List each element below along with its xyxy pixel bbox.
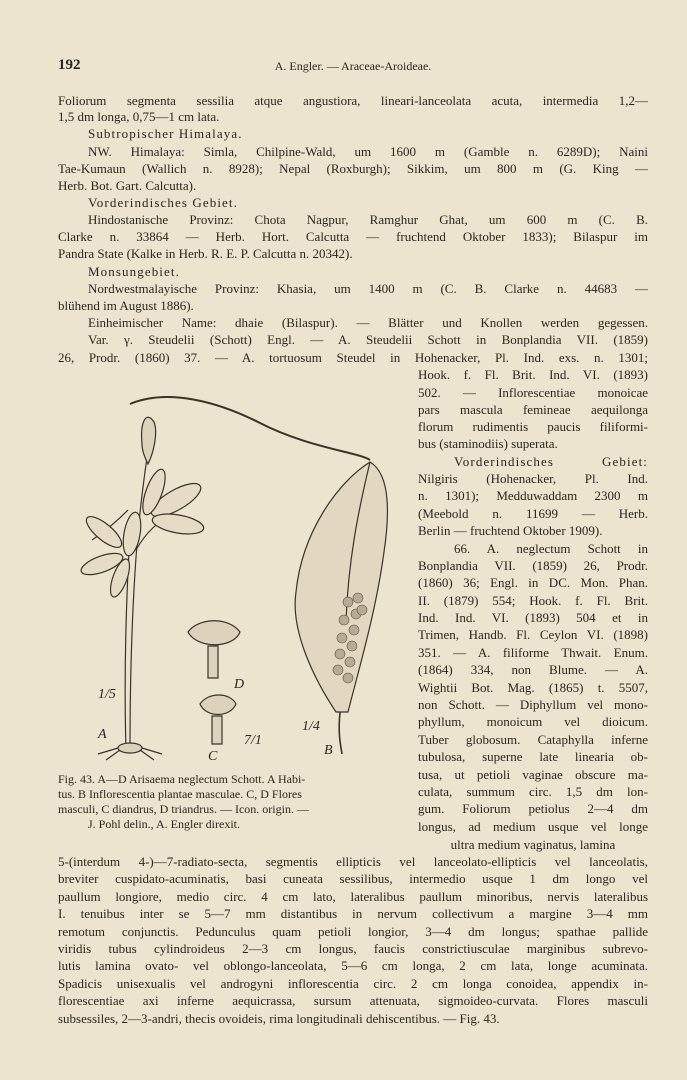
column-line: bus (staminodiis) superata.	[418, 436, 558, 451]
text-line: viridis tubus cylindroideus 2—3 cm longus, faucis constrictiusculae marginibus subrevo-	[58, 941, 648, 956]
column-line: n. 1301); Medduwaddam 2300 m	[418, 488, 648, 503]
caption-line: J. Pohl delin., A. Engler direxit.	[88, 817, 240, 831]
text-line: Tae-Kumaun (Wallich n. 8928); Nepal (Roxburgh); Sikkim, um 800 m (G. King —	[58, 161, 648, 176]
text-line: subsessiles, 2—3-andri, thecis ovoideis, rima longitudinali dehiscentibus. — Fig. 43.	[58, 1011, 500, 1026]
text-line: Pandra State (Kalke in Herb. R. E. P. Calcutta n. 20342).	[58, 246, 353, 261]
label-b: B	[324, 743, 333, 758]
column-line: longus, ad medium usque vel longe	[418, 819, 648, 834]
leaflet	[151, 511, 205, 538]
column-line: Trimen, Handb. Fl. Ceylon VI. (1898)	[418, 627, 648, 642]
running-title: A. Engler. — Araceae-Aroideae.	[274, 59, 432, 73]
text-line: lutis lamina ovato- vel oblongo-lanceolata, 5—6 cm longa, 2 cm lata, longe acuminata.	[58, 958, 648, 973]
text-line: Nordwestmalayische Provinz: Khasia, um 1400 m (C. B. Clarke n. 44683 —	[88, 281, 648, 296]
label-a: A	[98, 727, 107, 742]
text-line: paullum longiore, medio circ. 4 cm lato, lateralibus paullum minoribus, nervis lateralibus	[58, 889, 648, 904]
text-line: florescentiae axi inferne aequicrassa, sursum attenuata, sigmoideo-curvata. Flores masculi	[58, 993, 648, 1008]
flower-c	[200, 695, 236, 744]
spathe-small	[142, 417, 156, 464]
text-line: Hindostanische Provinz: Chota Nagpur, Ramghur Ghat, um 600 m (C. B.	[88, 212, 648, 227]
column-line: gum. Foliorum petiolus 2—4 dm	[418, 801, 648, 816]
text-line: I. tenuibus inter se 5—7 mm distantibus in nervum collectivum a margine 3—4 mm	[58, 906, 648, 921]
column-line: culata, summum circ. 1,5 dm lon-	[418, 784, 648, 799]
label-c: C	[208, 749, 218, 764]
leaflet	[120, 511, 143, 557]
scale-label-cd: 7/1	[244, 733, 262, 748]
tuber	[118, 743, 142, 753]
page-number: 192	[58, 57, 81, 73]
scale-label-b: 1/4	[302, 719, 320, 734]
text-line: 1,5 dm longa, 0,75—1 cm lata.	[58, 109, 220, 124]
column-line: phyllum, monoicum vel dioicum.	[418, 714, 648, 729]
species-heading: 66. A. neglectum Schott in	[454, 541, 648, 556]
column-line: Ind. Ind. VI. (1893) 504 et in	[418, 610, 648, 625]
text-line: 5-(interdum 4-)—7-radiato-secta, segmentis ellipticis vel lanceolato-ellipticis vel lanceolatis,	[58, 854, 648, 869]
text-line: Clarke n. 33864 — Herb. Hort. Calcutta — fruchtend Oktober 1833); Bilaspur im	[58, 229, 648, 244]
column-line: tubulosa, superne late linearia ob-	[418, 749, 648, 764]
caption-line: masculi, C diandrus, D triandrus. — Icon. origin. —	[58, 802, 309, 816]
column-line: Bonplandia VII. (1859) 26, Prodr.	[418, 558, 648, 573]
column-line: Wightii Bot. Mag. (1865) t. 5507,	[418, 680, 648, 695]
text-line: 26, Prodr. (1860) 37. — A. tortuosum Steudel in Hohenacker, Pl. Ind. exs. n. 1301;	[58, 350, 648, 365]
column-line: pars mascula femineae aequilonga	[418, 402, 648, 417]
caption-line: Fig. 43. A—D Arisaema neglectum Schott. A Habi-	[58, 772, 306, 786]
peduncle	[339, 712, 342, 754]
text-line: Spadicis unisexualis vel androgyni inflorescentia circ. 2 cm longa conoidea, appendix in-	[58, 976, 648, 991]
text-line: Einheimischer Name: dhaie (Bilaspur). — Blätter und Knollen werden gegessen.	[88, 315, 648, 330]
column-line: (1864) 334, non Blume. — A.	[418, 662, 648, 677]
column-line: Berlin — fruchtend Oktober 1909).	[418, 523, 603, 538]
text-line: Var. γ. Steudelii (Schott) Engl. — A. Steudelii Schott in Bonplandia VII. (1859)	[88, 332, 648, 347]
section-heading: Vorderindisches Gebiet:	[454, 454, 648, 469]
section-heading: Vorderindisches Gebiet.	[88, 195, 238, 210]
column-line: Tuber globosum. Cataphylla inferne	[418, 732, 648, 747]
page-header	[58, 57, 648, 79]
column-line: tusa, ut petioli vaginae obscure ma-	[418, 767, 648, 782]
spadix-appendix	[130, 397, 370, 460]
flower-d	[188, 621, 240, 678]
column-line: (Meebold n. 11699 — Herb.	[418, 506, 648, 521]
text-line: NW. Himalaya: Simla, Chilpine-Wald, um 1600 m (Gamble n. 6289D); Naini	[88, 144, 648, 159]
arisaema-drawing	[58, 382, 413, 772]
spathe-large	[295, 462, 387, 712]
column-line: Nilgiris (Hohenacker, Pl. Ind.	[418, 471, 648, 486]
text-line: Foliorum segmenta sessilia atque angustiora, lineari-lanceolata acuta, intermedia 1,2—	[58, 93, 648, 108]
text-line: blühend im August 1886).	[58, 298, 194, 313]
botanical-illustration	[58, 382, 413, 772]
label-d: D	[234, 677, 245, 692]
section-heading: Monsungebiet.	[88, 264, 180, 279]
caption-line: tus. B Inflorescentia plantae masculae. C, D Flores	[58, 787, 302, 801]
column-line: (1860) 36; Engl. in DC. Mon. Phan.	[418, 575, 648, 590]
text-line: remotum conjunctis. Pedunculus quam petioli longior, 3—4 dm longus; spathae pallide	[58, 924, 648, 939]
column-line: florum rudimentis paucis filiformi-	[418, 419, 648, 434]
column-line: 351. — A. filiforme Thwait. Enum.	[418, 645, 648, 660]
text-line: breviter cuspidato-acuminatis, basi cuneata sessilibus, intermedio usque 1 dm longo vel	[58, 871, 648, 886]
column-line: ultra medium vaginatus, lamina	[450, 837, 616, 852]
column-line: II. (1879) 554; Hook. f. Fl. Brit.	[418, 593, 648, 608]
section-heading: Subtropischer Himalaya.	[88, 126, 243, 141]
scale-label-a: 1/5	[98, 687, 116, 702]
figure-caption	[58, 772, 408, 832]
column-line: 502. — Inflorescentiae monoicae	[418, 385, 648, 400]
text-line: Herb. Bot. Gart. Calcutta).	[58, 178, 197, 193]
column-line: non Schott. — Diphyllum vel mono-	[418, 697, 648, 712]
column-line: Hook. f. Fl. Brit. Ind. VI. (1893)	[418, 367, 648, 382]
